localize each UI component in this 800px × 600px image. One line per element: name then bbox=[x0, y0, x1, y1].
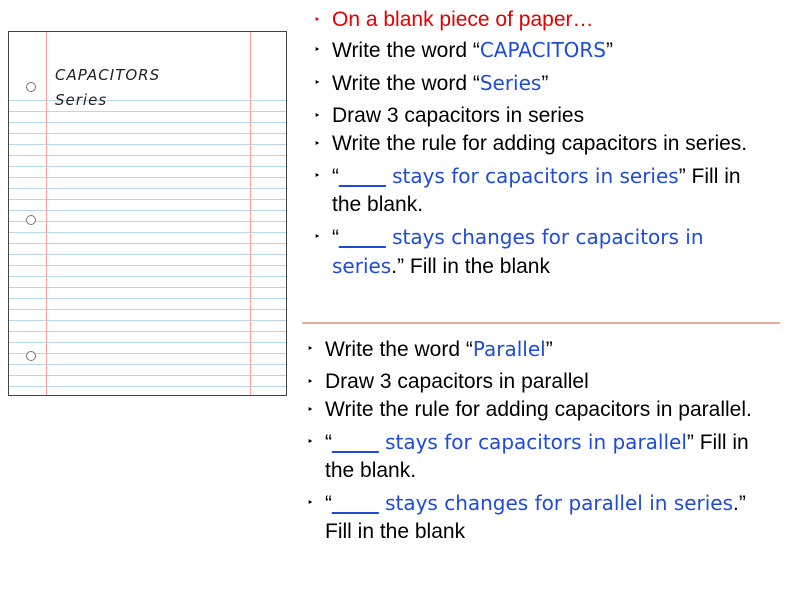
binder-hole-icon bbox=[26, 351, 36, 361]
series-instructions-list bbox=[312, 6, 782, 281]
list-item: ‣ “____ stays for capacitors in parallel” Fill in the blank. bbox=[307, 430, 749, 482]
bullet-icon: ‣ bbox=[307, 497, 314, 509]
list-item: ‣ Write the rule for adding capacitors in series. bbox=[312, 130, 782, 158]
fill-blank: ____ bbox=[332, 431, 379, 454]
list-item: ‣ Write the word “Series” bbox=[314, 71, 549, 95]
paper-left-margin-line bbox=[46, 32, 47, 395]
list-item: ‣ Draw 3 capacitors in series bbox=[312, 102, 782, 130]
list-item: ‣ Draw 3 capacitors in parallel bbox=[305, 368, 783, 396]
bullet-icon: ‣ bbox=[314, 110, 321, 122]
notebook-paper bbox=[8, 31, 287, 396]
paper-right-margin-line bbox=[250, 32, 251, 395]
list-item: ‣ “____ stays for capacitors in series” Fill in the blank. bbox=[314, 164, 741, 216]
binder-hole-icon bbox=[26, 82, 36, 92]
fill-blank: ____ bbox=[332, 492, 379, 515]
list-item: ‣ “____ stays changes for capacitors in series.” Fill in the blank bbox=[314, 225, 704, 278]
list-item: ‣ Write the word “Parallel” bbox=[307, 337, 553, 361]
bullet-icon: ‣ bbox=[314, 231, 321, 243]
fill-blank: ____ bbox=[339, 165, 386, 188]
list-item: ‣ Write the word “CAPACITORS” bbox=[314, 38, 613, 62]
bullet-icon: ‣ bbox=[314, 138, 321, 150]
bullet-icon: ‣ bbox=[307, 376, 314, 388]
bullet-icon: ‣ bbox=[307, 404, 314, 416]
bullet-icon: ‣ bbox=[314, 170, 321, 182]
list-item: ‣ Write the rule for adding capacitors in parallel. bbox=[305, 396, 783, 424]
section-divider bbox=[302, 322, 780, 324]
paper-heading: CAPACITORS bbox=[55, 66, 161, 84]
list-item: ‣ On a blank piece of paper… bbox=[312, 6, 782, 34]
paper-subheading: Series bbox=[55, 91, 108, 109]
binder-hole-icon bbox=[26, 215, 36, 225]
bullet-icon: ‣ bbox=[314, 44, 321, 56]
fill-blank: ____ bbox=[339, 226, 386, 249]
parallel-instructions-list bbox=[305, 335, 783, 546]
bullet-icon: ‣ bbox=[314, 14, 321, 26]
bullet-icon: ‣ bbox=[307, 436, 314, 448]
bullet-icon: ‣ bbox=[307, 343, 314, 355]
bullet-icon: ‣ bbox=[314, 77, 321, 89]
list-item: ‣ “____ stays changes for parallel in series.” Fill in the blank bbox=[307, 491, 746, 543]
